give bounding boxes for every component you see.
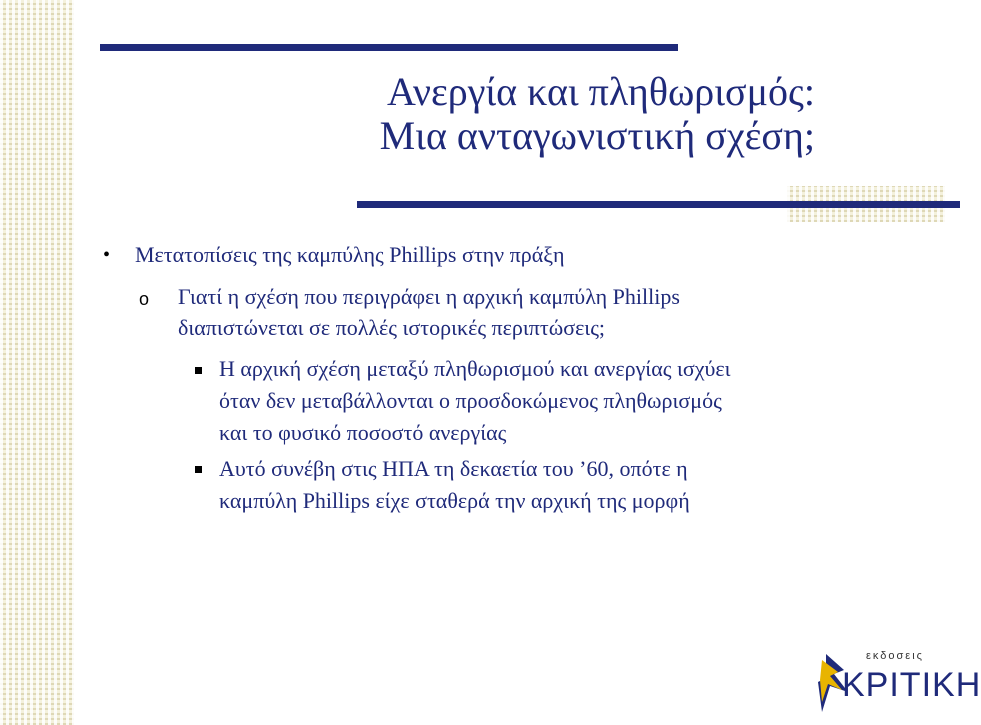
logo-small-text: εκδοσεις bbox=[866, 650, 924, 662]
sub-sub-bullet-text: καμπύλη Phillips είχε σταθερά την αρχική της μορφή bbox=[219, 488, 690, 513]
sub-sub-bullet-text: και το φυσικό ποσοστό ανεργίας bbox=[219, 420, 507, 445]
bullet-dot: • bbox=[103, 244, 111, 266]
sub-sub-bullet-text: όταν δεν μεταβάλλονται ο προσδοκώμενος πληθωρισμός bbox=[219, 388, 722, 413]
square-bullet-icon bbox=[195, 367, 202, 374]
bullet-text: Μετατοπίσεις της καμπύλης Phillips στην πράξη bbox=[135, 242, 565, 267]
title-line-2: Μια ανταγωνιστική σχέση; bbox=[379, 113, 815, 158]
bullet-circle-marker: o bbox=[139, 289, 150, 309]
sub-sub-bullet-text: Αυτό συνέβη στις ΗΠΑ τη δεκαετία του ’60, οπότε η bbox=[219, 456, 688, 481]
square-bullet-icon bbox=[195, 466, 202, 473]
top-accent-bar bbox=[100, 44, 678, 51]
title-line-1: Ανεργία και πληθωρισμός: bbox=[386, 69, 815, 114]
sub-bullet-text: Γιατί η σχέση που περιγράφει η αρχική καμπύλη Phillips bbox=[178, 284, 680, 309]
slide-title bbox=[100, 70, 815, 158]
title-underline-bar bbox=[357, 201, 960, 208]
sub-bullet-text: διαπιστώνεται σε πολλές ιστορικές περιπτώσεις; bbox=[178, 315, 606, 340]
left-decorative-strip bbox=[0, 0, 74, 725]
logo-big-text: ΚΡΙΤΙΚΗ bbox=[842, 666, 981, 704]
sub-sub-bullet-text: Η αρχική σχέση μεταξύ πληθωρισμού και ανεργίας ισχύει bbox=[219, 356, 731, 381]
